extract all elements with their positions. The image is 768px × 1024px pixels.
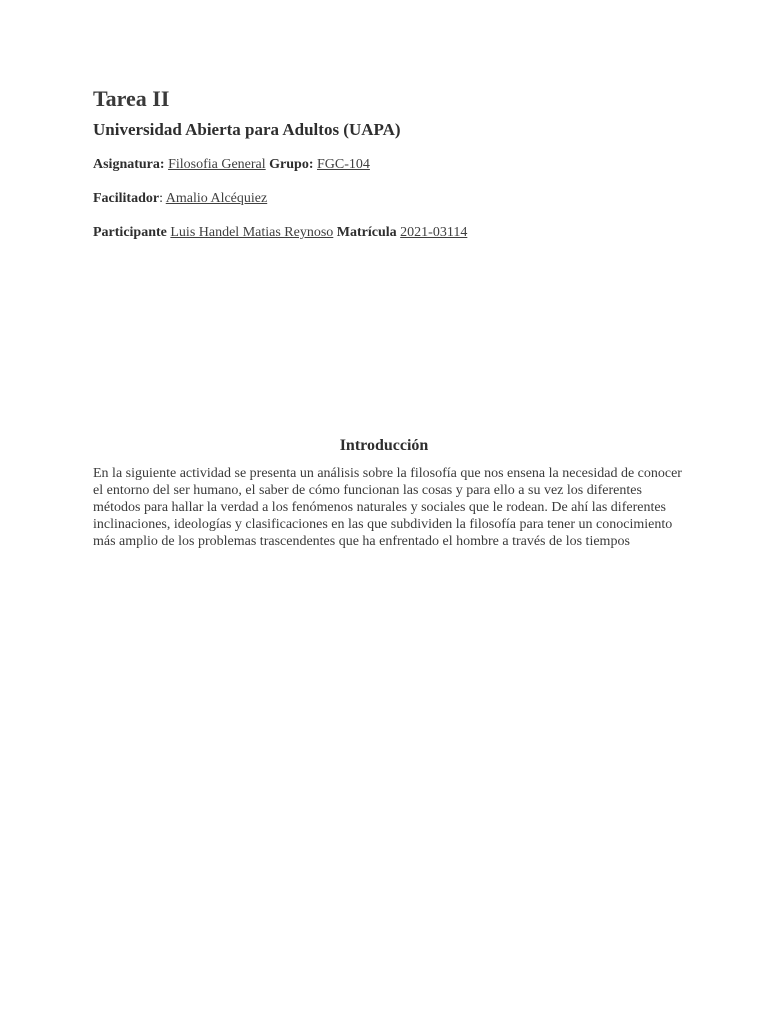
enrollment-value: 2021-03114 — [400, 225, 468, 240]
participant-line — [93, 225, 467, 241]
subject-value: Filosofia General — [168, 157, 266, 172]
facilitator-separator: : — [159, 191, 163, 206]
facilitator-value: Amalio Alcéquiez — [165, 191, 268, 206]
document-title: Tarea II — [93, 86, 170, 111]
facilitator-line — [93, 191, 267, 207]
participant-value: Luis Handel Matias Reynoso — [170, 225, 334, 240]
subject-line — [93, 157, 370, 173]
institution-name: Universidad Abierta para Adultos (UAPA) — [93, 120, 401, 139]
group-label: Grupo: — [269, 157, 314, 172]
introduction-paragraph: En la siguiente actividad se presenta un análisis sobre la filosofía que nos ensena la necesidad de conocer el entorno del ser humano, el saber de cómo funcionan las cosas y para ello a su vez los diferentes métodos para hallar la verdad a los fenómenos naturales y sociales que le rodean. De ahí las diferentes inclinaciones, ideologías y clasificaciones en las que subdividen la filosofía para tener un conocimiento más amplio de los problemas trascendentes que ha enfrentado el hombre a través de los tiempos — [93, 466, 682, 549]
subject-label: Asignatura: — [93, 157, 165, 172]
facilitator-label: Facilitador — [93, 191, 160, 206]
introduction-heading: Introducción — [339, 437, 429, 454]
group-value: FGC-104 — [317, 157, 370, 172]
enrollment-label: Matrícula — [336, 225, 397, 240]
participant-label: Participante — [93, 225, 167, 240]
